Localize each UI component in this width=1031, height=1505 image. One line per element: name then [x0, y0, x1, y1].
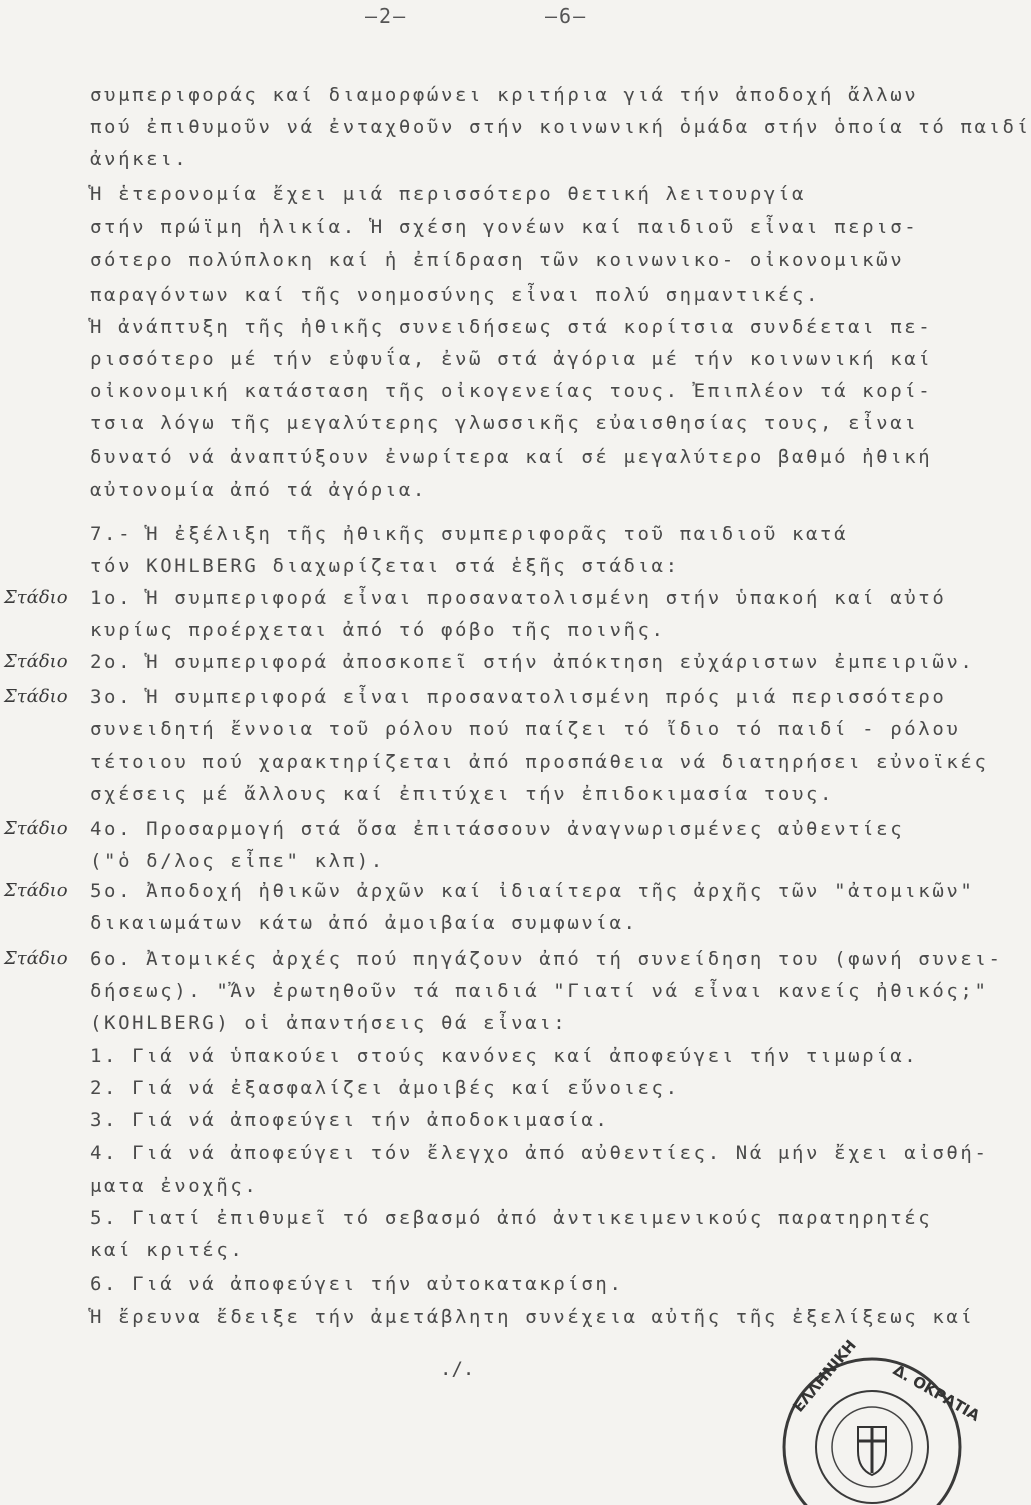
text-line: Ἡ ἑτερονομία ἔχει μιά περισσότερο θετική λειτουργία [90, 183, 806, 205]
text-line: 7.- Ἡ ἐξέλιξη τῆς ἠθικῆς συμπεριφορᾶς τοῦ παιδιοῦ κατά [90, 523, 849, 545]
text-line: δυνατό νά ἀναπτύξουν ἐνωρίτερα καί σέ μεγαλύτερο βαθμό ἠθική [90, 446, 933, 468]
text-line: 3. Γιά νά ἀποφεύγει τήν ἀποδοκιμασία. [90, 1109, 610, 1131]
text-line: δήσεως). "Ἄν ἐρωτηθοῦν τά παιδιά "Γιατί νά εἶναι κανείς ἠθικός;" [90, 980, 989, 1002]
text-line: ("ὁ δ/λος εἶπε" κλπ). [90, 850, 385, 872]
text-line: καί κριτές. [90, 1239, 245, 1261]
text-line: πού ἐπιθυμοῦν νά ἐνταχθοῦν στήν κοινωνική ὁμάδα στήν ὁποία τό παιδί [90, 116, 1031, 138]
text-line: 5ο. Ἀποδοχή ἠθικῶν ἀρχῶν καί ἰδιαίτερα τῆς ἀρχῆς τῶν "ἀτομικῶν" [90, 880, 975, 902]
text-line: συμπεριφοράς καί διαμορφώνει κριτήρια γιά τήν ἀποδοχή ἄλλων [90, 84, 919, 106]
text-line: συνειδητή ἔννοια τοῦ ρόλου πού παίζει τό ἴδιο τό παιδί - ρόλου [90, 718, 961, 740]
text-line: τσια λόγω τῆς μεγαλύτερης γλωσσικῆς εὐαισθησίας τους, εἶναι [90, 412, 919, 434]
text-line: κυρίως προέρχεται ἀπό τό φόβο τῆς ποινῆς. [90, 619, 666, 641]
text-line: 6. Γιά νά ἀποφεύγει τήν αὐτοκατακρίση. [90, 1273, 624, 1295]
text-line: 6ο. Ἀτομικές ἀρχές πού πηγάζουν ἀπό τή συνείδηση του (φωνή συνει- [90, 948, 1003, 970]
text-line: ρισσότερο μέ τήν εὐφυΐα, ἐνῶ στά ἀγόρια μέ τήν κοινωνική καί [90, 348, 933, 370]
text-line: 4ο. Προσαρμογή στά ὅσα ἐπιτάσσουν ἀναγνωρισμένες αὐθεντίες [90, 818, 905, 840]
margin-note: Στάδιο [4, 587, 68, 608]
text-line: 5. Γιατί ἐπιθυμεῖ τό σεβασμό ἀπό ἀντικειμενικούς παρατηρητές [90, 1207, 933, 1229]
svg-text:Δ. ΟΚΡΑΤΙΑ: Δ. ΟΚΡΑΤΙΑ [890, 1360, 983, 1425]
text-line: τόν KOHLBERG διαχωρίζεται στά ἑξῆς στάδια: [90, 555, 680, 577]
text-line: 2. Γιά νά ἐξασφαλίζει ἀμοιβές καί εὔνοιες. [90, 1077, 680, 1099]
text-line: στήν πρώϊμη ἡλικία. Ἡ σχέση γονέων καί παιδιοῦ εἶναι περισ- [90, 216, 919, 238]
text-line: 2ο. Ἡ συμπεριφορά ἀποσκοπεῖ στήν ἀπόκτηση εὐχάριστων ἐμπειριῶν. [90, 651, 975, 673]
text-line: 1ο. Ἡ συμπεριφορά εἶναι προσανατολισμένη στήν ὑπακοή καί αὐτό [90, 587, 947, 609]
text-line: ματα ἐνοχῆς. [90, 1175, 259, 1197]
page-marker-left: –2– [365, 4, 408, 28]
official-seal-stamp [780, 1336, 983, 1505]
margin-note: Στάδιο [4, 818, 68, 839]
page-marker-right: —6— [545, 4, 588, 28]
text-line: (KOHLBERG) οἱ ἀπαντήσεις θά εἶναι: [90, 1012, 568, 1034]
svg-text:ΕΛΛΗΝΙΚΗ: ΕΛΛΗΝΙΚΗ [789, 1336, 860, 1416]
text-line: ἀνήκει. [90, 148, 189, 170]
page-continuation-mark: ./. [440, 1358, 475, 1380]
margin-note: Στάδιο [4, 880, 68, 901]
margin-note: Στάδιο [4, 948, 68, 969]
text-line: δικαιωμάτων κάτω ἀπό ἀμοιβαία συμφωνία. [90, 912, 638, 934]
text-line: 3ο. Ἡ συμπεριφορά εἶναι προσανατολισμένη πρός μιά περισσότερο [90, 686, 947, 708]
text-line: 1. Γιά νά ὑπακούει στούς κανόνες καί ἀποφεύγει τήν τιμωρία. [90, 1045, 919, 1067]
text-line: αὐτονομία ἀπό τά ἀγόρια. [90, 479, 427, 501]
text-line: τέτοιου πού χαρακτηρίζεται ἀπό προσπάθεια νά διατηρήσει εὐνοϊκές [90, 751, 989, 773]
text-line: σότερο πολύπλοκη καί ἡ ἐπίδραση τῶν κοινωνικο- οἰκονομικῶν [90, 249, 905, 271]
text-line: οἰκονομική κατάσταση τῆς οἰκογενείας τους. Ἐπιπλέον τά κορί- [90, 380, 933, 402]
margin-note: Στάδιο [4, 651, 68, 672]
text-line: 4. Γιά νά ἀποφεύγει τόν ἔλεγχο ἀπό αὐθεντίες. Νά μήν ἔχει αἰσθή- [90, 1142, 989, 1164]
text-line: Ἡ ἀνάπτυξη τῆς ἠθικῆς συνειδήσεως στά κορίτσια συνδέεται πε- [90, 316, 933, 338]
text-line: σχέσεις μέ ἄλλους καί ἐπιτύχει τήν ἐπιδοκιμασία τους. [90, 783, 835, 805]
text-line: παραγόντων καί τῆς νοημοσύνης εἶναι πολύ σημαντικές. [90, 284, 821, 306]
margin-note: Στάδιο [4, 686, 68, 707]
text-line: Ἡ ἔρευνα ἔδειξε τήν ἀμετάβλητη συνέχεια αὐτῆς τῆς ἐξελίξεως καί [90, 1306, 975, 1328]
